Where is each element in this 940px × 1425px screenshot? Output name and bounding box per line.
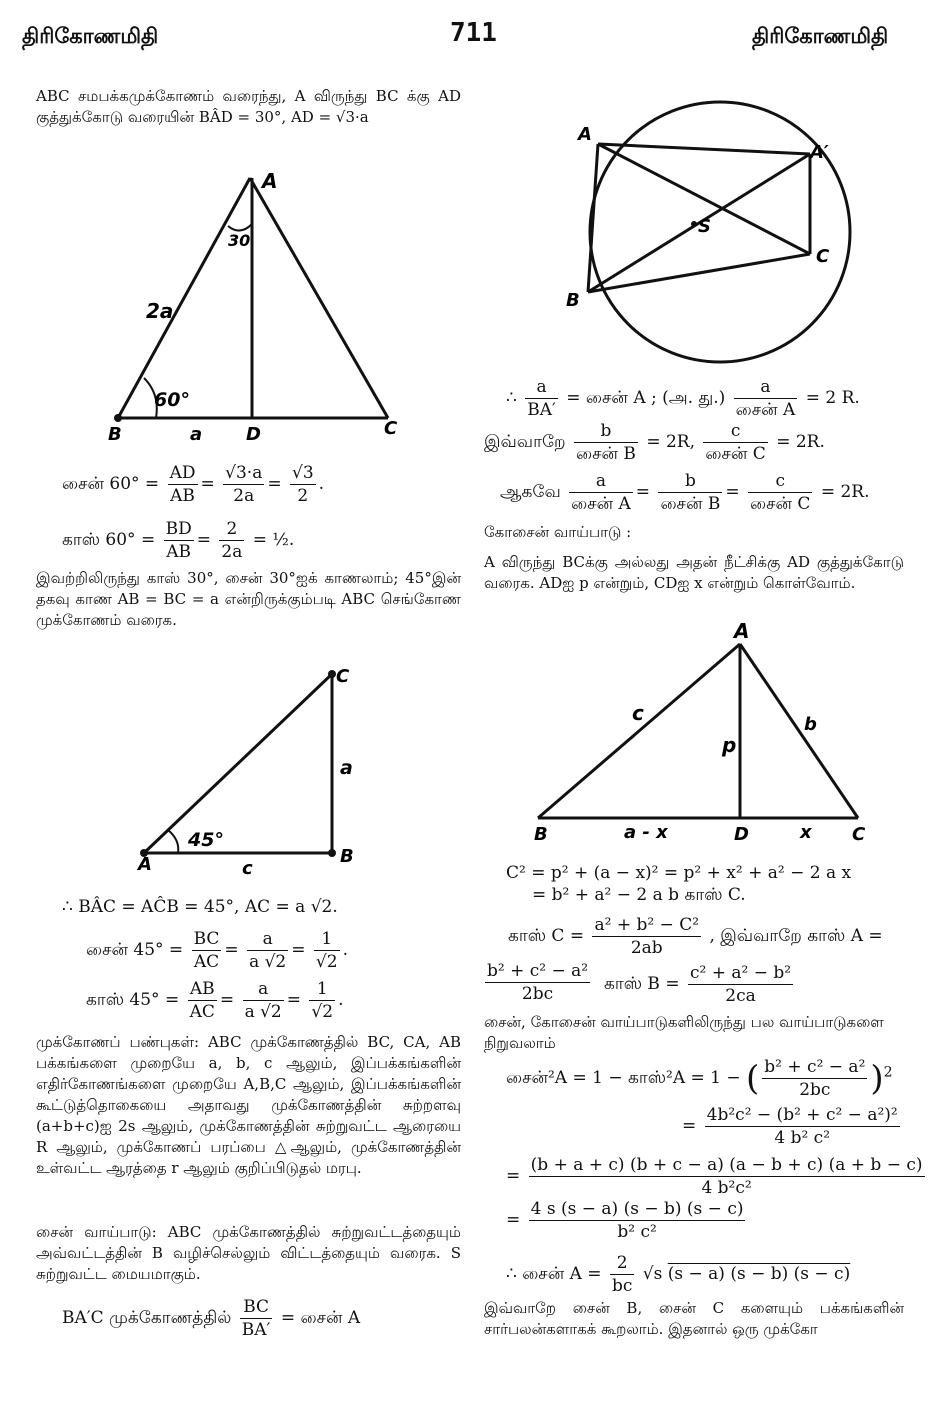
equation-c-squared-line1: C² = p² + (a − x)² = p² + x² + a² − 2 a x [506,863,852,883]
closing-paragraph: இவ்வாறே சைன் B, சைன் C களையும் பக்கங்களின் சார்பலன்களாகக் கூறலாம். இதனால் ஒரு முக்கோ [484,1299,904,1338]
paragraph-sine-formula: சைன் வாய்பாடு: ABC முக்கோணத்தில் சுற்றுவட்டத்தையும் அவ்வட்டத்தின் B வழிச்செல்லும் விட்டத்தையும் வரைக. S சுற்றுவட்ட மையமாகும். [36,1223,461,1283]
label-angle-30: 30 [228,231,251,250]
label-d: D [734,824,749,844]
cosine-triangle-figure [528,622,878,844]
equation-sine-rule-b-c: இவ்வாறே $\frac{b}{\text{சைன் B}}$ = 2R, $\frac{c}{\text{சைன் C}}$ = 2R. [484,421,825,464]
equation-sine-rule-combined: ஆகவே $\frac{a}{\text{சைன் A}}$ = $\frac{b}{\text{சைன் B}}$ = $\frac{c}{\text{சைன் C}}$ = 2R. [500,471,870,514]
equation-cos-a-fraction: $\frac{\text{b² + c² − a²}}{2bc}$ [487,961,589,1004]
equation-sine-rule-a: ∴ $\frac{a}{BA'}$ = சைன் A ; (அ. து.) $\frac{a}{\text{சைன் A}}$ = 2 R. [506,377,860,420]
equation-cos45: காஸ் 45° = $\frac{AB}{AC}$ = $\frac{a}{a √2}$ = $\frac{1}{√2}$ . [86,979,344,1022]
circumcircle-figure [560,96,890,376]
label-side-a: a [190,424,203,445]
label-b: B [108,424,122,445]
equation-sin60: சைன் 60° = $\frac{AD}{AB}$ = $\frac{√3\cdot a}{2a}$ = $\frac{√3}{2}$ . [62,463,325,506]
label-c: C [852,824,866,844]
label-b: B [566,290,580,311]
page-number: 711 [450,18,497,48]
equation-cos-c: காஸ் C = $\frac{\text{a² + b² − C²}}{2ab}$ , இவ்வாறே காஸ் A = [508,915,883,958]
label-side-c: c [632,701,644,725]
label-a: A [262,169,278,193]
equation-cos-b: காஸ் B = $\frac{\text{c² + a² − b²}}{2ca}$ [604,963,792,1006]
label-side-b: b [804,714,817,735]
intro-paragraph: ABC சமபக்கமுக்கோணம் வரைந்து, A விருந்து BC க்கு AD குத்துக்கோடு வரையின் BÂD = 30°, AD = √3·a [36,87,461,126]
label-c: C [384,418,398,439]
label-side-c: c [242,858,253,875]
cosine-formula-heading: கோசைன் வாய்பாடு : [484,523,632,541]
equation-sin-squared: சைன்²A = 1 − காஸ்²A = 1 − ( $\frac{\text{b² + c² − a²}}{2bc}$ )$^2$ [506,1057,893,1100]
label-a-minus-x: a - x [624,822,668,843]
label-angle-45: 45° [188,829,224,851]
cosine-paragraph: A விருந்து BCக்கு அல்லது அதன் நீட்சிக்கு AD குத்துக்கோடு வரைக. ADஐ p என்றும், CDஐ x என்றும் கொள்வோம். [484,553,904,592]
paragraph-derived-formulas: சைன், கோசைன் வாய்பாடுகளிலிருந்து பல வாய்பாடுகளை நிறுவலாம் [484,1013,884,1052]
equation-sin45: சைன் 45° = $\frac{BC}{AC}$ = $\frac{a}{a √2}$ = $\frac{1}{√2}$ . [86,929,348,972]
label-a: A [578,124,592,145]
label-s-centre: S [698,216,711,237]
label-side-a: a [340,757,353,779]
right-triangle-figure [130,660,370,875]
equation-step-2: = $\frac{\text{4b²c² − (b² + c² − a²)²}}{\text{4 b² c²}}$ [682,1105,898,1148]
label-side-2a: 2a [146,299,174,323]
label-b: B [340,846,354,867]
label-b: B [534,824,548,844]
equation-angles-45: ∴ BÂC = AĈB = 45°, AC = a √2. [62,897,338,917]
running-title-right: திரிகோணமிதி [752,24,889,48]
equation-step-3: = $\frac{(b + a + c) (b + c - a) (a - b + c) (a + b - c)}{\text{4 b²c²}}$ [506,1155,923,1198]
paragraph-45-degrees: இவற்றிலிருந்து காஸ் 30°, சைன் 30°ஐக் காணலாம்; 45°இன் தகவு காண AB = BC = a என்றிருக்கும்படி ABC செங்கோண முக்கோணம் வரைக. [36,569,461,629]
equation-cos60: காஸ் 60° = $\frac{BD}{AB}$ = $\frac{2}{2a}$ = ½. [62,519,295,562]
paragraph-triangle-properties: முக்கோணப் பண்புகள்: ABC முக்கோணத்தில் BC, CA, AB பக்கங்களை முறையே a, b, c ஆலும், இப்பக்கங்களின் எதிர்கோணங்களை முறையே A,B,C ஆலும், இப்பக்கங்களின் கூட்டுத்தொகையை அதாவது முக்கோணத்தின் சுற்றளவு (a+b+c)ஐ 2s ஆலும், முக்கோணத்தின் சுற்றுவட்ட ஆரையை R ஆலும், முக்கோணப் பரப்பை △ஆலும், முக்கோணத்தின் உள்வட்ட ஆரத்தை r ஆலும் குறிப்பிடுதல் மரபு. [36,1033,461,1177]
label-c: C [336,666,350,687]
label-p: p [722,733,737,757]
label-x: x [800,822,812,843]
label-a: A [734,622,750,643]
label-c: C [816,246,830,267]
equation-step-4: = $\frac{4 s (s - a) (s - b) (s - c)}{\text{b² c²}}$ [506,1199,744,1242]
label-angle-60: 60° [154,389,190,411]
equation-ba-prime-c: BA′C முக்கோணத்தில் $\frac{BC}{BA'}$ = சைன் A [62,1297,361,1340]
equilateral-triangle-figure [100,166,410,446]
label-d: D [246,424,261,445]
label-a: A [138,854,152,875]
equation-c-squared-line2: = b² + a² − 2 a b காஸ் C. [532,885,746,905]
equation-sin-a-final: ∴ சைன் A = $\frac{2}{bc}$ √s (s − a) (s − b) (s − c) [506,1253,851,1296]
label-a-prime: A′ [810,142,829,163]
running-title-left: திரிகோணமிதி [22,24,159,48]
